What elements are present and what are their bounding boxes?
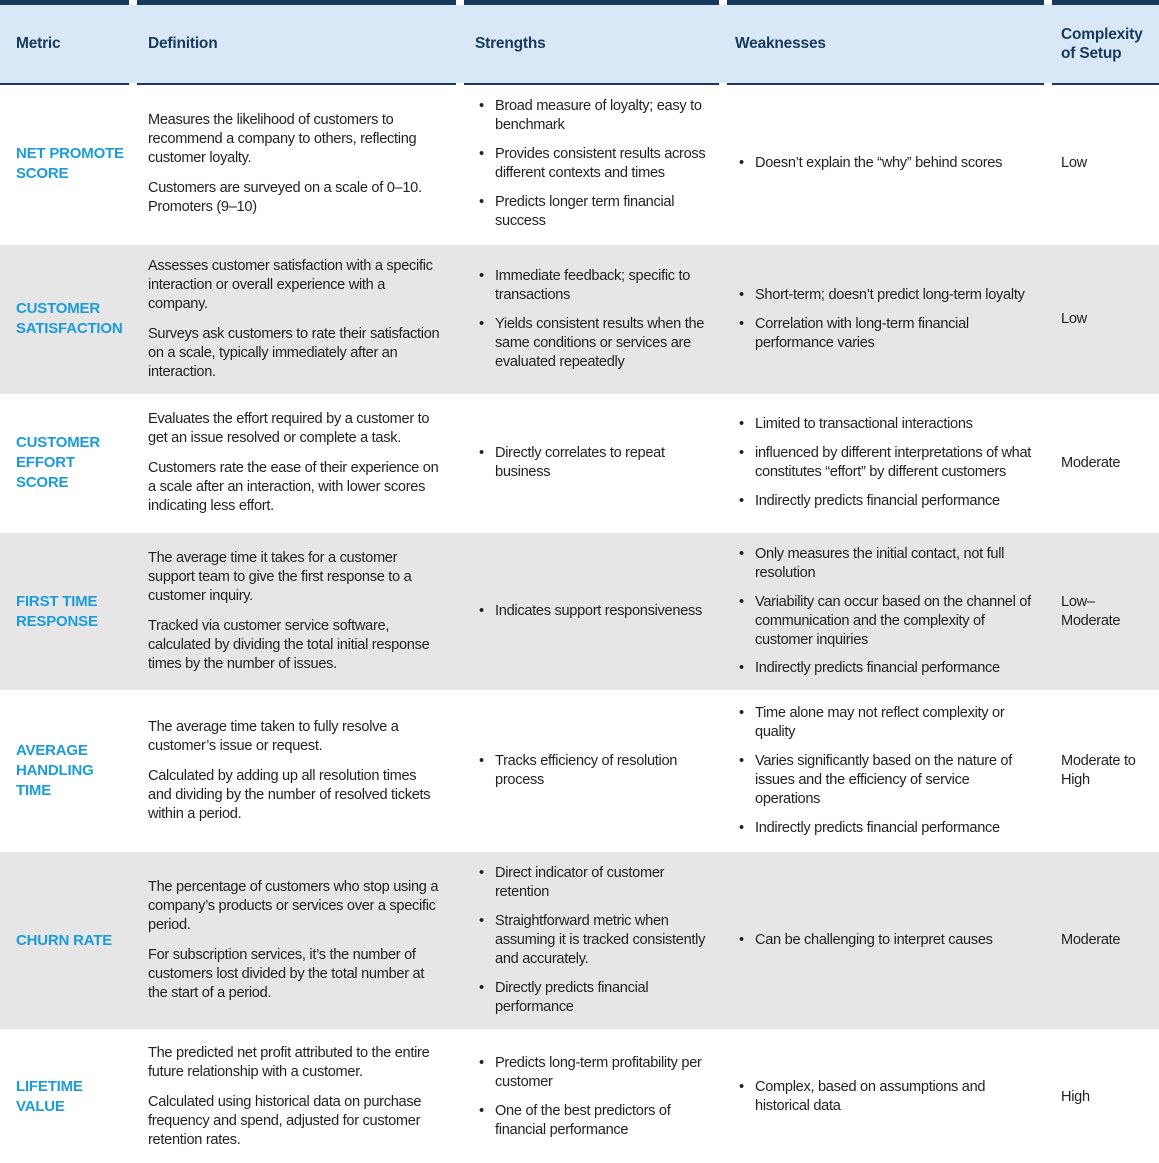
complexity-cell — [1048, 1031, 1159, 1163]
weaknesses-list — [738, 1078, 1038, 1116]
table-row-first-time-response — [0, 531, 1159, 693]
complexity-cell — [1048, 692, 1159, 850]
list-item: • Indicates support responsiveness — [478, 602, 713, 621]
complexity-value: Moderate — [1061, 932, 1121, 949]
list-item: • Short-term; doesn’t predict long-term loyalty — [738, 286, 1038, 305]
weaknesses-cell — [723, 850, 1048, 1031]
list-item: • Time alone may not reflect complexity or quality — [738, 704, 1038, 742]
list-item: • Variability can occur based on the channel of communication and the complexity of customer inquiries — [738, 593, 1038, 650]
list-item: • Tracks efficiency of resolution process — [478, 752, 713, 790]
weaknesses-cell — [723, 85, 1048, 243]
list-item: • Indirectly predicts financial performance — [738, 492, 1038, 511]
definition-paragraph: The average time taken to fully resolve a customer’s issue or request. — [148, 719, 399, 755]
weaknesses-cell — [723, 692, 1048, 850]
list-item: • Limited to transactional interactions — [738, 415, 1038, 434]
header-weaknesses: Weaknesses — [723, 0, 1048, 85]
list-item: • Indirectly predicts financial performance — [738, 659, 1038, 678]
definition-cell — [133, 243, 460, 396]
table-row-average-handling-time — [0, 692, 1159, 850]
complexity-cell — [1048, 531, 1159, 693]
list-item: • One of the best predictors of financial performance — [478, 1102, 713, 1140]
weaknesses-cell — [723, 531, 1048, 693]
complexity-cell — [1048, 243, 1159, 396]
definition-paragraph: Measures the likelihood of customers to recommend a company to others, reflecting customer loyalty. — [148, 111, 417, 166]
metric-cell — [0, 850, 133, 1031]
header-complexity: Complexity of Setup — [1048, 0, 1159, 85]
complexity-value: High — [1061, 1088, 1090, 1105]
weaknesses-list — [738, 154, 1038, 173]
definition-paragraph: Surveys ask customers to rate their satisfaction on a scale, typically immediately after an interaction. — [148, 325, 440, 380]
definition-paragraph: Customers are surveyed on a scale of 0–10. Promoters (9–10) — [148, 179, 422, 215]
metric-cell — [0, 692, 133, 850]
strengths-cell — [460, 85, 723, 243]
complexity-cell — [1048, 85, 1159, 243]
list-item: • Predicts longer term financial success — [478, 193, 713, 231]
header-metric: Metric — [0, 0, 133, 85]
list-item: • Yields consistent results when the same conditions or services are evaluated repeatedly — [478, 315, 713, 372]
metric-label: CUSTOMER EFFORT SCORE — [16, 434, 100, 492]
metric-cell — [0, 243, 133, 396]
definition-paragraph: The predicted net profit attributed to the entire future relationship with a customer. — [148, 1045, 430, 1081]
strengths-cell — [460, 396, 723, 531]
definition-paragraph: Tracked via customer service software, calculated by dividing the total initial response times by the number of issues. — [148, 618, 430, 672]
metric-cell — [0, 85, 133, 243]
strengths-list — [478, 864, 713, 1017]
list-item: • Correlation with long-term financial performance varies — [738, 315, 1038, 353]
weaknesses-list — [738, 931, 1038, 950]
strengths-cell — [460, 243, 723, 396]
definition-paragraph: The percentage of customers who stop using a company’s products or services over a specific period. — [148, 879, 439, 934]
definition-paragraph: The average time it takes for a customer support team to give the first response to a customer inquiry. — [148, 550, 412, 605]
metric-label: FIRST TIME RESPONSE — [16, 592, 98, 630]
metric-label: AVERAGE HANDLING TIME — [16, 742, 94, 800]
list-item: • Broad measure of loyalty; easy to benchmark — [478, 97, 713, 135]
complexity-value: Moderate to High — [1061, 753, 1136, 789]
complexity-value: Moderate — [1061, 454, 1121, 471]
definition-cell — [133, 531, 460, 693]
definition-cell — [133, 85, 460, 243]
definition-cell — [133, 692, 460, 850]
list-item: • Indirectly predicts financial performance — [738, 819, 1038, 838]
definition-paragraph: For subscription services, it’s the number of customers lost divided by the total number at the start of a period. — [148, 947, 425, 1002]
metric-label: LIFETIME VALUE — [16, 1078, 83, 1116]
strengths-list — [478, 752, 713, 790]
list-item: • Doesn’t explain the “why” behind scores — [738, 154, 1038, 173]
table-row-customer-satisfaction — [0, 243, 1159, 396]
list-item: • Immediate feedback; specific to transactions — [478, 267, 713, 305]
weaknesses-cell — [723, 243, 1048, 396]
metric-label: CHURN RATE — [16, 931, 113, 949]
weaknesses-list — [738, 704, 1038, 838]
header-definition: Definition — [133, 0, 460, 85]
list-item: • Only measures the initial contact, not full resolution — [738, 545, 1038, 583]
list-item: • influenced by different interpretations of what constitutes “effort” by different customers — [738, 444, 1038, 482]
metric-cell — [0, 396, 133, 531]
weaknesses-list — [738, 415, 1038, 511]
weaknesses-list — [738, 286, 1038, 353]
definition-paragraph: Evaluates the effort required by a customer to get an issue resolved or complete a task. — [148, 411, 430, 447]
strengths-list — [478, 1054, 713, 1140]
weaknesses-list — [738, 545, 1038, 679]
weaknesses-cell — [723, 1031, 1048, 1163]
list-item: • Direct indicator of customer retention — [478, 864, 713, 902]
list-item: • Predicts long-term profitability per customer — [478, 1054, 713, 1092]
strengths-list — [478, 602, 713, 621]
table-row-net-promote-score — [0, 85, 1159, 243]
strengths-cell — [460, 1031, 723, 1163]
complexity-value: Low — [1061, 310, 1087, 327]
table-row-churn-rate — [0, 850, 1159, 1031]
table-row-lifetime-value — [0, 1031, 1159, 1163]
strengths-cell — [460, 850, 723, 1031]
strengths-list — [478, 444, 713, 482]
table-row-customer-effort-score — [0, 396, 1159, 531]
strengths-list — [478, 267, 713, 372]
metric-cell — [0, 1031, 133, 1163]
weaknesses-cell — [723, 396, 1048, 531]
complexity-cell — [1048, 396, 1159, 531]
definition-paragraph: Customers rate the ease of their experience on a scale after an interaction, with lower scores indicating less effort. — [148, 460, 439, 515]
list-item: • Provides consistent results across different contexts and times — [478, 145, 713, 183]
list-item: • Directly predicts financial performance — [478, 979, 713, 1017]
complexity-value: Low–Moderate — [1061, 593, 1121, 629]
definition-cell — [133, 850, 460, 1031]
definition-cell — [133, 396, 460, 531]
list-item: • Varies significantly based on the nature of issues and the efficiency of service operations — [738, 752, 1038, 809]
header-strengths: Strengths — [460, 0, 723, 85]
list-item: • Complex, based on assumptions and historical data — [738, 1078, 1038, 1116]
strengths-list — [478, 97, 713, 231]
list-item: • Straightforward metric when assuming it is tracked consistently and accurately. — [478, 912, 713, 969]
definition-paragraph: Calculated using historical data on purchase frequency and spend, adjusted for customer retention rates. — [148, 1094, 422, 1148]
metric-label: CUSTOMER SATISFACTION — [16, 300, 123, 338]
metric-label: NET PROMOTE SCORE — [16, 144, 124, 182]
metric-cell — [0, 531, 133, 693]
strengths-cell — [460, 531, 723, 693]
definition-paragraph: Calculated by adding up all resolution times and dividing by the number of resolved tickets within a period. — [148, 768, 431, 823]
complexity-value: Low — [1061, 155, 1087, 172]
complexity-cell — [1048, 850, 1159, 1031]
definition-cell — [133, 1031, 460, 1163]
definition-paragraph: Assesses customer satisfaction with a specific interaction or overall experience with a company. — [148, 257, 433, 312]
list-item: • Can be challenging to interpret causes — [738, 931, 1038, 950]
list-item: • Directly correlates to repeat business — [478, 444, 713, 482]
strengths-cell — [460, 692, 723, 850]
header-row — [0, 0, 1159, 85]
